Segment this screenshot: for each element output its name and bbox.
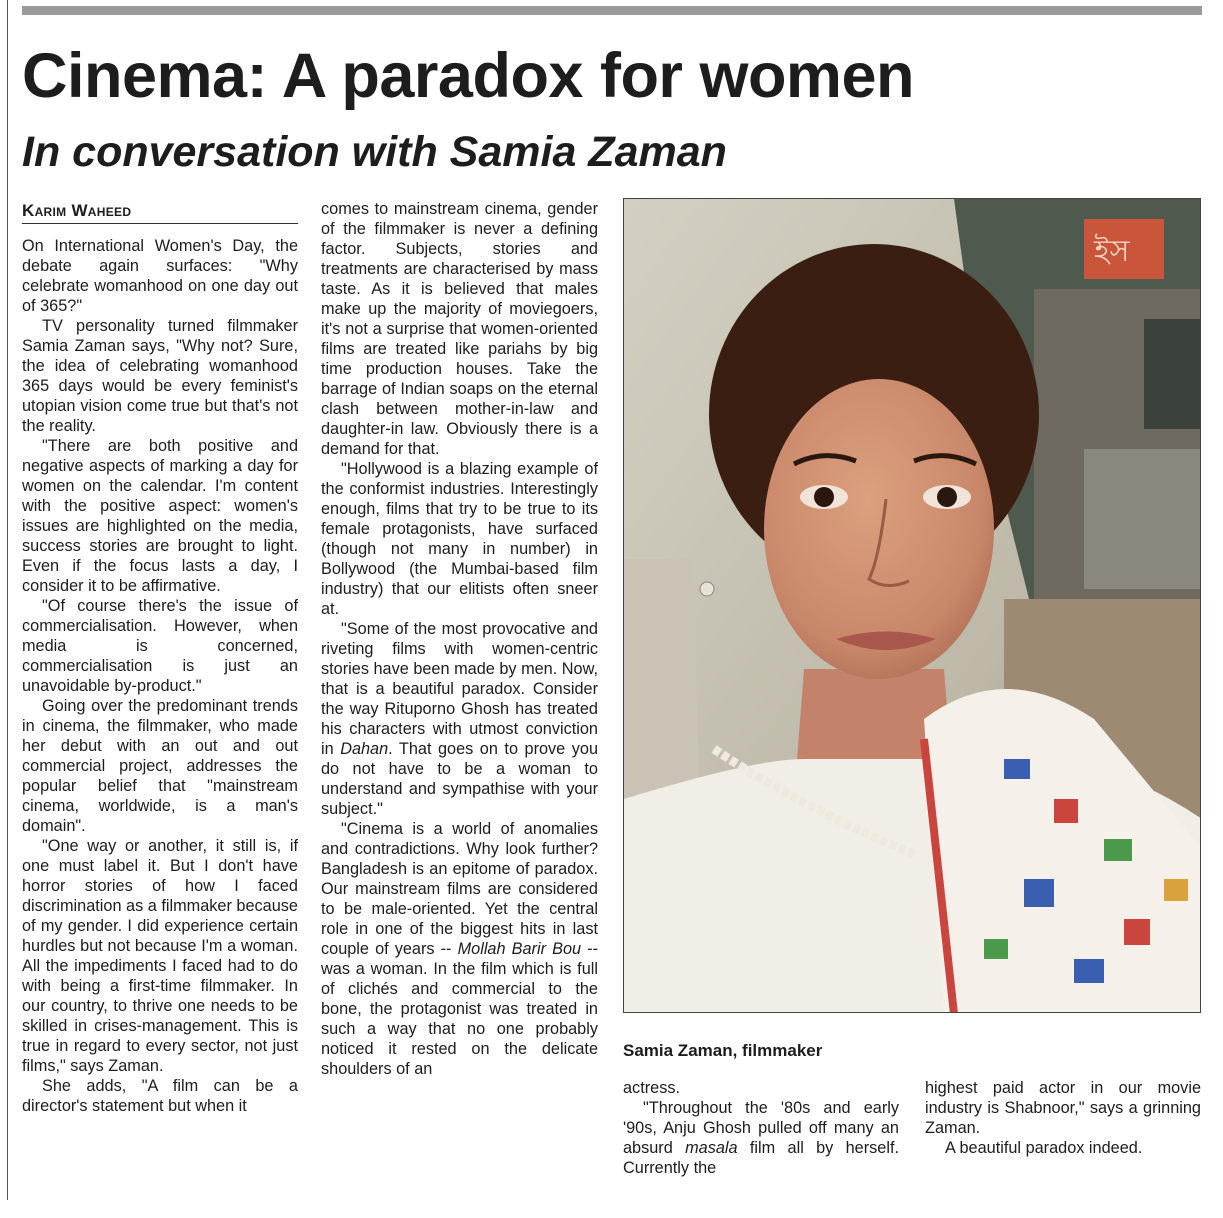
text-run: "Throughout the '80s and early '90s, Anju Ghosh pulled off many an absurd bbox=[623, 1099, 899, 1157]
article-column-3 bbox=[623, 1078, 899, 1178]
film-title: Mollah Barir Bou bbox=[457, 940, 582, 958]
text-run: . That goes on to prove you do not have to be a woman to understand and sympathise with your subject." bbox=[321, 740, 598, 818]
paragraph: Going over the predominant trends in cinema, the filmmaker, who made her debut with an out and out commercial project, addresses the popular belief that "mainstream cinema, worldwide, is a man's domain". bbox=[22, 697, 298, 835]
paragraph: On International Women's Day, the debate again surfaces: "Why celebrate womanhood on one day out of 365?" bbox=[22, 237, 298, 315]
italic-word: masala bbox=[685, 1139, 738, 1157]
paragraph: comes to mainstream cinema, gender of the filmmaker is never a defining factor. Subjects, stories and treatments are characterised by mass taste. As it is believed that males make up the majority of moviegoers, it's not a surprise that women-oriented films are treated like pariahs by big time production houses. Take the barrage of Indian soaps on the eternal clash between mother-in-law and daughter-in law. Obviously there is a demand for that. bbox=[321, 200, 598, 458]
text-run: "Some of the most provocative and riveting films with women-centric stories have been made by men. Now, that is a beautiful paradox. Consider the way Rituporno Ghosh has treated his characters with utmost conviction in bbox=[321, 620, 598, 758]
text-run: -- was a woman. In the film which is full of clichés and commercial to the bone, the protagonist was treated in such a way that no one probably noticed it rested on the delicate shoulders of an bbox=[321, 940, 598, 1078]
portrait-photo bbox=[623, 198, 1201, 1013]
paragraph: "There are both positive and negative aspects of marking a day for women on the calendar. I'm content with the positive aspect: women's issues are highlighted on the media, success stories are brought to light. Even if the focus lasts a day, I consider it to be affirmative. bbox=[22, 437, 298, 595]
byline: Karim Waheed bbox=[22, 200, 298, 224]
top-rule-bar bbox=[22, 6, 1202, 15]
film-title: Dahan bbox=[340, 740, 389, 758]
sign-text: ইস bbox=[1094, 234, 1130, 269]
article-column-4 bbox=[925, 1078, 1201, 1158]
text-run: film all by herself. Currently the bbox=[623, 1139, 899, 1177]
text-run: "Cinema is a world of anomalies and contradictions. Why look further? Bangladesh is an epitome of paradox. Our mainstream films are considered to be male-oriented. Yet the central role in one of the biggest hits in last couple of years -- bbox=[321, 820, 598, 958]
paragraph bbox=[321, 819, 598, 1079]
paragraph: A beautiful paradox indeed. bbox=[945, 1139, 1143, 1157]
paragraph: She adds, "A film can be a director's statement but when it bbox=[22, 1077, 298, 1115]
paragraph: TV personality turned filmmaker Samia Zaman says, "Why not? Sure, the idea of celebrating womanhood 365 days would be every feminist's utopian vision come true but that's not the reality. bbox=[22, 317, 298, 435]
paragraph: "Of course there's the issue of commercialisation. However, when media is concerned, commercialisation is just an unavoidable by-product." bbox=[22, 597, 298, 695]
article-column-2 bbox=[321, 199, 598, 1079]
headline: Cinema: A paradox for women bbox=[22, 41, 914, 111]
paragraph bbox=[321, 619, 598, 819]
paragraph: actress. bbox=[623, 1079, 681, 1097]
portrait-illustration bbox=[624, 199, 1201, 1013]
photo-caption: Samia Zaman, filmmaker bbox=[623, 1041, 823, 1060]
paragraph: highest paid actor in our movie industry is Shabnoor," says a grinning Zaman. bbox=[925, 1079, 1201, 1137]
paragraph: "Hollywood is a blazing example of the conformist industries. Interestingly enough, films that try to be true to its female protagonists, have surfaced (though not many in number) in Bollywood (the Mumbai-based film industry) that our elitists often sneer at. bbox=[321, 460, 598, 618]
paragraph: "One way or another, it still is, if one must label it. But I don't have horror stories of how I faced discrimination as a filmmaker because of my gender. I did experience certain hurdles but not because I'm a woman. All the impediments I faced had to do with being a first-time filmmaker. In our country, to thrive one needs to be skilled in crises-management. This is true in regard to every sector, not just films," says Zaman. bbox=[22, 837, 298, 1075]
paragraph bbox=[623, 1098, 899, 1178]
article-column-1 bbox=[22, 236, 298, 1116]
subheadline: In conversation with Samia Zaman bbox=[22, 128, 727, 176]
left-column-rule bbox=[7, 0, 8, 1200]
